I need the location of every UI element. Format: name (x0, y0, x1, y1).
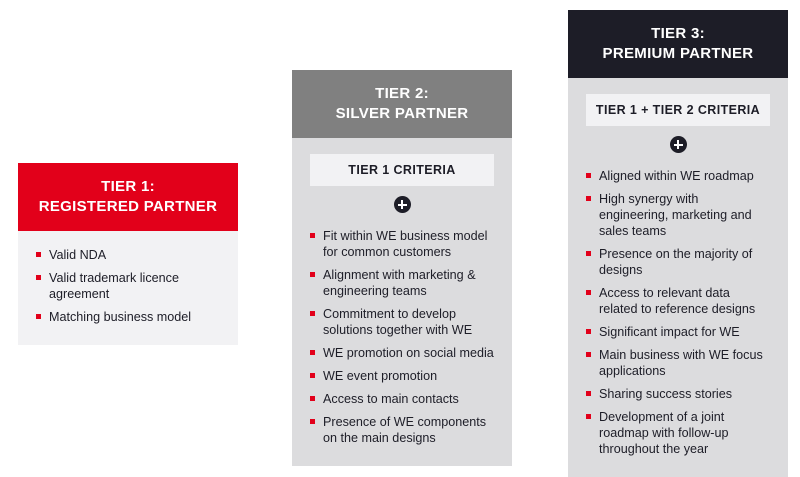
tier-3-body (568, 78, 788, 477)
list-item: Significant impact for WE (586, 324, 770, 340)
tier-3-column (568, 10, 788, 477)
list-item: Fit within WE business model for common customers (310, 228, 494, 260)
tier-3-plus-wrap (586, 136, 770, 158)
tier-2-plus-wrap (310, 196, 494, 218)
tier-2-body (292, 138, 512, 466)
list-item: High synergy with engineering, marketing and sales teams (586, 191, 770, 239)
tier-1-column (18, 163, 238, 345)
tier-2-title-line1: TIER 2: (375, 85, 429, 102)
tier-1-body (18, 231, 238, 345)
list-item: Presence on the majority of designs (586, 246, 770, 278)
list-item: Sharing success stories (586, 386, 770, 402)
tier-3-title-line2: PREMIUM PARTNER (602, 45, 754, 62)
tier-1-criteria-list (36, 247, 220, 325)
plus-icon (394, 196, 411, 213)
tier-2-title-line2: SILVER PARTNER (335, 105, 469, 122)
list-item: Presence of WE components on the main designs (310, 414, 494, 446)
list-item: Valid NDA (36, 247, 220, 263)
tier-2-header (292, 70, 512, 138)
plus-icon (670, 136, 687, 153)
list-item: WE event promotion (310, 368, 494, 384)
tier-1-title-line1: TIER 1: (101, 178, 155, 195)
list-item: Aligned within WE roadmap (586, 168, 770, 184)
tier-2-criteria-list (310, 228, 494, 446)
list-item: Development of a joint roadmap with follow-up throughout the year (586, 409, 770, 457)
tier-3-title-line1: TIER 3: (651, 25, 705, 42)
list-item: Matching business model (36, 309, 220, 325)
list-item: Access to relevant data related to reference designs (586, 285, 770, 317)
list-item: Access to main contacts (310, 391, 494, 407)
tier-3-criteria-list (586, 168, 770, 457)
tier-1-title-line2: REGISTERED PARTNER (38, 198, 218, 215)
list-item: WE promotion on social media (310, 345, 494, 361)
tier-3-header (568, 10, 788, 78)
list-item: Commitment to develop solutions together with WE (310, 306, 494, 338)
tier-3-inherited-criteria-box: TIER 1 + TIER 2 CRITERIA (586, 94, 770, 126)
tier-2-inherited-criteria-box: TIER 1 CRITERIA (310, 154, 494, 186)
tier-1-header (18, 163, 238, 231)
list-item: Main business with WE focus applications (586, 347, 770, 379)
list-item: Alignment with marketing & engineering teams (310, 267, 494, 299)
tier-2-column (292, 70, 512, 466)
list-item: Valid trademark licence agreement (36, 270, 220, 302)
